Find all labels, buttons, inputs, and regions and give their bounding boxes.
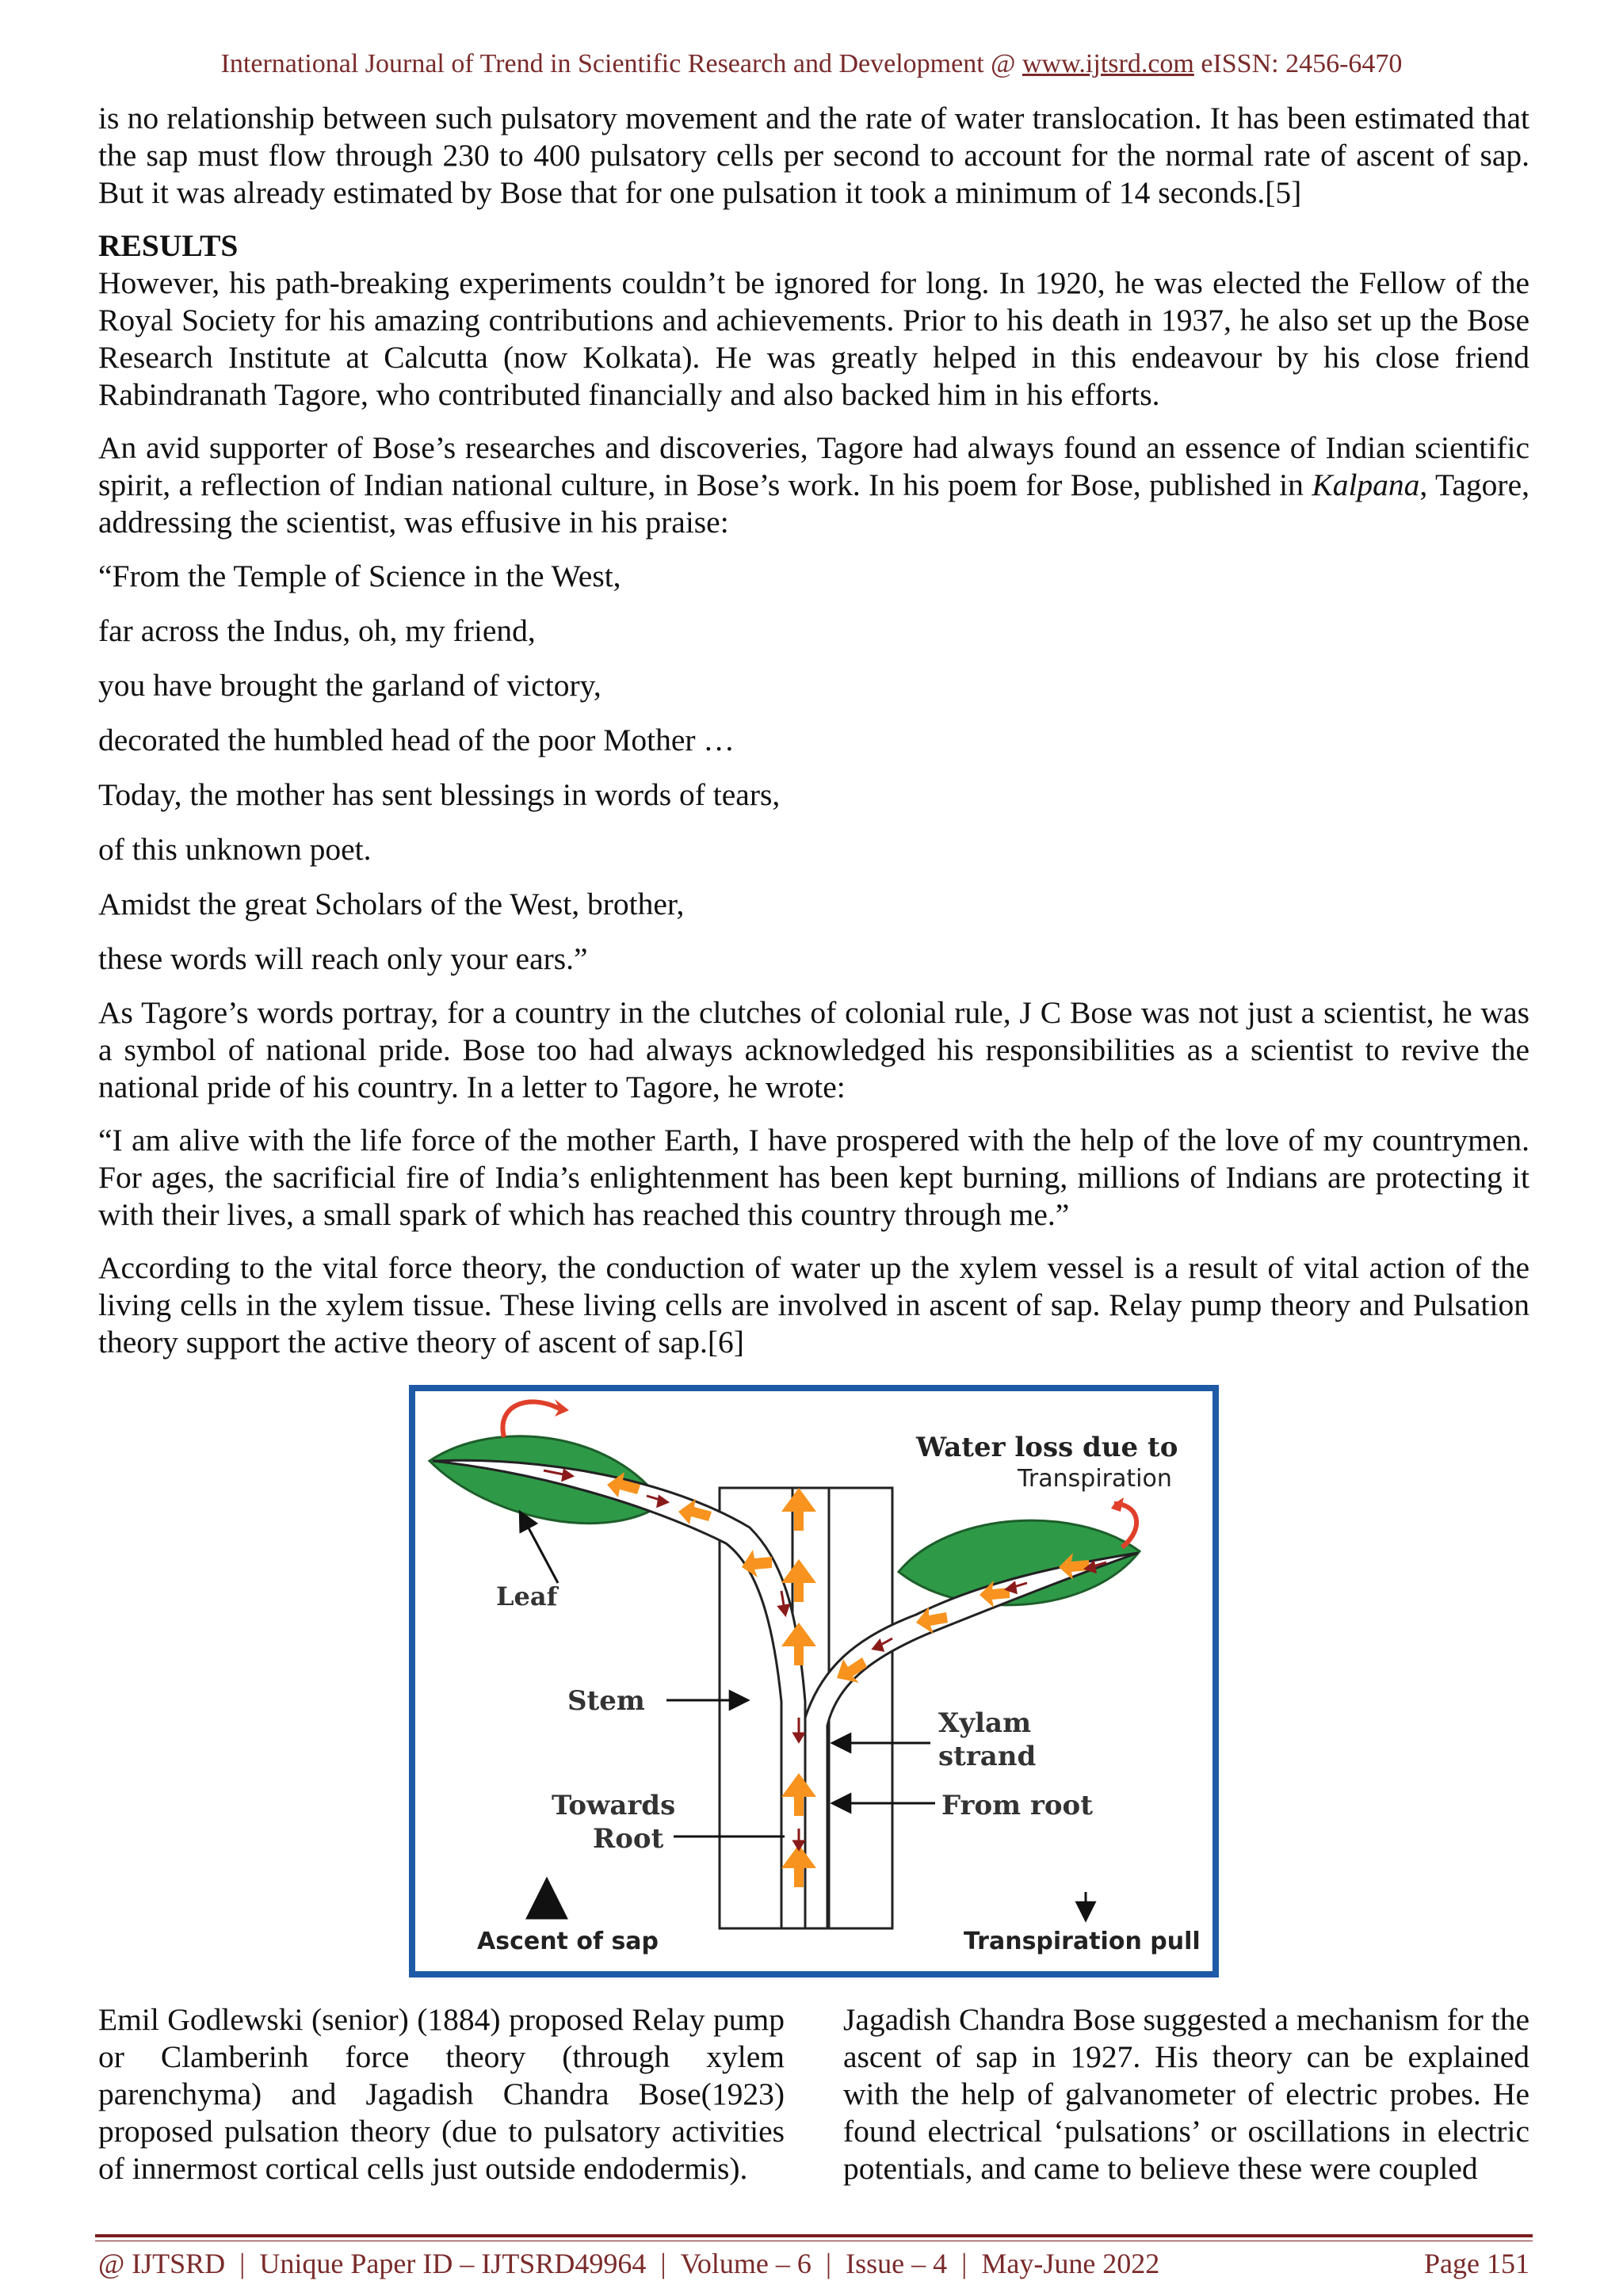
paragraph-letter-quote: “I am alive with the life force of the mother Earth, I have prospered with the help of the love of my countrymen. For ages, the sacrificial fire of India’s enlightenment has been kept burning, millions of Indians are protecting it with their lives, a small spark of which has reached this country through me.” (98, 1123, 1529, 1232)
right-column-text: Jagadish Chandra Bose suggested a mechanism for the ascent of sap in 1927. His theory can be explained with the help of galvanometer of electric probes. He found electrical ‘pulsations’ or oscillations in electric potentials, and came to believe these were coupled (843, 2002, 1529, 2186)
paragraph-tagore (98, 429, 1529, 541)
journal-url-link[interactable]: www.ijtsrd.com (1022, 49, 1194, 78)
label-root: Root (593, 1823, 664, 1855)
poem-line: of this unknown poet. (98, 832, 372, 867)
footer-left: @ IJTSRD | Unique Paper ID – IJTSRD49964 | Volume – 6 | Issue – 4 | May-June 2022 (98, 2248, 1160, 2279)
intro-paragraph: is no relationship between such pulsatory movement and the rate of water translocation. It has been estimated that the sap must flow through 230 to 400 pulsatory cells per second to account for the normal rate of ascent of sap. But it was already estimated by Bose that for one pulsation it took a minimum of 14 seconds.[5] (98, 101, 1529, 210)
label-transpiration: Transpiration (1018, 1465, 1172, 1493)
footer-volume: Volume – 6 (680, 2248, 812, 2279)
paragraph-royal-society: However, his path-breaking experiments couldn’t be ignored for long. In 1920, he was elected the Fellow of the Royal Society for his amazing contributions and achievements. Prior to his death in 1937, he also set up the Bose Research Institute at Calcutta (now Kolkata). He was greatly helped in this endeavour by his close friend Rabindranath Tagore, who contributed financially and also backed him in his efforts. (98, 265, 1529, 412)
poem-line: these words will reach only your ears.” (98, 941, 588, 976)
kalpana-italic: Kalpana (1312, 467, 1420, 502)
footer-rule (95, 2234, 1533, 2237)
running-header (0, 49, 1623, 79)
label-xylam: Xylam (938, 1707, 1032, 1739)
left-column-text: Emil Godlewski (senior) (1884) proposed Relay pump or Clamberinh force theory (through xylem parenchyma) and Jagadish Chandra Bose(1923) proposed pulsation theory (due to pulsatory activities of innermost cortical cells just outside endodermis). (98, 2002, 785, 2186)
poem-line: “From the Temple of Science in the West, (98, 559, 621, 593)
label-transpiration-pull: Transpiration pull (964, 1928, 1201, 1955)
poem-line: decorated the humbled head of the poor Mother … (98, 723, 735, 757)
label-water-loss: Water loss due to (916, 1432, 1178, 1463)
poem-line: you have brought the garland of victory, (98, 668, 601, 703)
footer-paper-id: Unique Paper ID – IJTSRD49964 (259, 2248, 647, 2279)
journal-name: International Journal of Trend in Scientific Research and Development @ (220, 49, 1016, 78)
poem-line: far across the Indus, oh, my friend, (98, 613, 536, 648)
paragraph-vital-force: According to the vital force theory, the conduction of water up the xylem vessel is a result of vital action of the living cells in the xylem tissue. These living cells are involved in ascent of sap. Relay pump theory and Pulsation theory support the active theory of ascent of sap.[6] (98, 1250, 1529, 1360)
running-footer (98, 2247, 1529, 2280)
poem-line: Today, the mother has sent blessings in words of tears, (98, 777, 781, 812)
article-body (98, 100, 1529, 1377)
label-strand: strand (938, 1741, 1037, 1772)
label-leaf: Leaf (496, 1581, 558, 1611)
p2-text-a: An avid supporter of Bose’s researches and discoveries, Tagore had always found an essence of Indian scientific spirit, a reflection of Indian national culture, in Bose’s work. In his poem for Bose, published in (98, 430, 1529, 502)
figure-svg (409, 1385, 1219, 1978)
footer-issue: Issue – 4 (846, 2248, 948, 2279)
poem (98, 557, 1529, 978)
footer-page-number: Page 151 (1424, 2248, 1529, 2279)
label-stem: Stem (567, 1685, 645, 1717)
label-from-root: From root (941, 1790, 1093, 1821)
p2-text-b: , Tagore, addressing the scientist, was effusive in his praise: (98, 467, 1529, 540)
footer-date: May-June 2022 (981, 2248, 1160, 2279)
poem-line: Amidst the great Scholars of the West, brother, (98, 887, 685, 921)
paragraph-national-pride: As Tagore’s words portray, for a country in the clutches of colonial rule, J C Bose was not just a scientist, he was a symbol of national pride. Bose too had always acknowledged his responsibilities as a scientist to revive the national pride of his country. In a letter to Tagore, he wrote: (98, 995, 1529, 1104)
results-heading: RESULTS (98, 228, 239, 263)
footer-org: @ IJTSRD (98, 2248, 226, 2279)
issn: eISSN: 2456-6470 (1201, 49, 1403, 78)
ascent-of-sap-figure (409, 1385, 1219, 1978)
label-towards: Towards (552, 1790, 676, 1821)
label-ascent-of-sap: Ascent of sap (477, 1928, 659, 1955)
